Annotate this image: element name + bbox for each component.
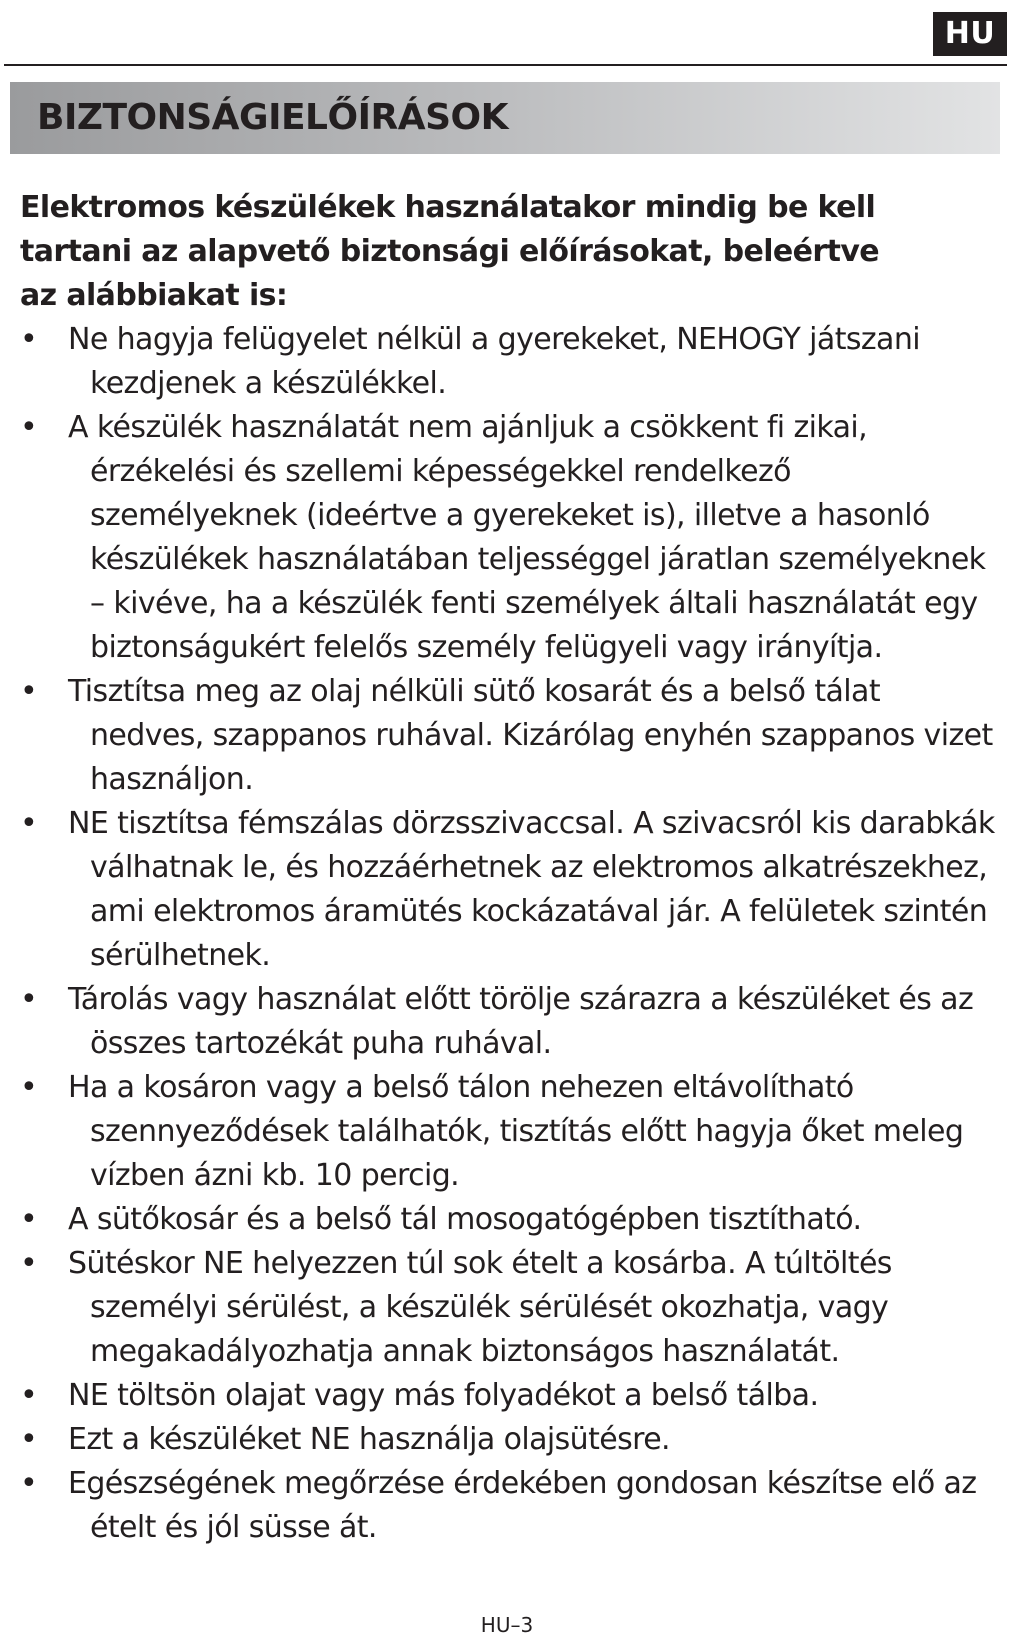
- bullet-icon: •: [20, 1422, 38, 1457]
- list-item-text: Ne hagyja felügyelet nélkül a gyerekeket, NEHOGY játszani kezdjenek a készülékkel.: [68, 322, 920, 401]
- bullet-icon: •: [20, 410, 38, 445]
- header-divider: [4, 64, 1007, 66]
- bullet-icon: •: [20, 1202, 38, 1237]
- bullet-icon: •: [20, 982, 38, 1017]
- page-number: HU–3: [480, 1613, 534, 1637]
- language-badge: HU: [933, 12, 1007, 56]
- list-item-text: A készülék használatát nem ajánljuk a csökkent fi zikai, érzékelési és szellemi képességekkel rendelkező személyeknek (ideértve a gyerekeket is), illetve a hasonló készülékek használatában teljességgel járatlan személyeknek – kivéve, ha a készülék fenti személyek általi használatát egy biztonságukért felelős személy felügyeli vagy irányítja.: [68, 410, 986, 665]
- list-item: [20, 802, 995, 978]
- bullet-icon: •: [20, 806, 38, 841]
- section-title: BIZTONSÁGIELŐÍRÁSOK: [37, 97, 508, 138]
- list-item: [20, 1418, 995, 1462]
- list-item-text: Ha a kosáron vagy a belső tálon nehezen eltávolítható szennyeződések találhatók, tisztítás előtt hagyja őket meleg vízben ázni kb. 10 percig.: [68, 1070, 964, 1193]
- list-item: [20, 1198, 995, 1242]
- list-item: [20, 1462, 995, 1550]
- list-item-text: Sütéskor NE helyezzen túl sok ételt a kosárba. A túltöltés személyi sérülést, a készülék sérülését okozhatja, vagy megakadályozhatja annak biztonságos használatát.: [68, 1246, 892, 1369]
- list-item-text: Ezt a készüléket NE használja olajsütésre.: [68, 1422, 670, 1457]
- intro-paragraph: Elektromos készülékek használatakor mindig be kell tartani az alapvető biztonsági előírásokat, beleértve az alábbiakat is:: [20, 190, 880, 313]
- safety-list: [20, 318, 995, 1550]
- list-item: [20, 406, 995, 670]
- safety-content: [20, 186, 995, 1550]
- list-item: [20, 670, 995, 802]
- list-item-text: NE töltsön olajat vagy más folyadékot a belső tálba.: [68, 1378, 819, 1413]
- section-title-band: [10, 82, 1000, 154]
- bullet-icon: •: [20, 1070, 38, 1105]
- list-item-text: NE tisztítsa fémszálas dörzsszivaccsal. A szivacsról kis darabkák válhatnak le, és hozzáérhetnek az elektromos alkatrészekhez, ami elektromos áramütés kockázatával jár. A felületek szintén sérülhetnek.: [68, 806, 995, 973]
- list-item-text: Egészségének megőrzése érdekében gondosan készítse elő az ételt és jól süsse át.: [68, 1466, 977, 1545]
- list-item: [20, 1066, 995, 1198]
- bullet-icon: •: [20, 322, 38, 357]
- bullet-icon: •: [20, 674, 38, 709]
- list-item-text: Tisztítsa meg az olaj nélküli sütő kosarát és a belső tálat nedves, szappanos ruhával. Kizárólag enyhén szappanos vizet használjon.: [68, 674, 993, 797]
- list-item: [20, 978, 995, 1066]
- list-item-text: Tárolás vagy használat előtt törölje szárazra a készüléket és az összes tartozékát puha ruhával.: [68, 982, 974, 1061]
- bullet-icon: •: [20, 1466, 38, 1501]
- list-item: [20, 1374, 995, 1418]
- bullet-icon: •: [20, 1378, 38, 1413]
- list-item: [20, 318, 995, 406]
- list-item-text: A sütőkosár és a belső tál mosogatógépben tisztítható.: [68, 1202, 862, 1237]
- bullet-icon: •: [20, 1246, 38, 1281]
- list-item: [20, 1242, 995, 1374]
